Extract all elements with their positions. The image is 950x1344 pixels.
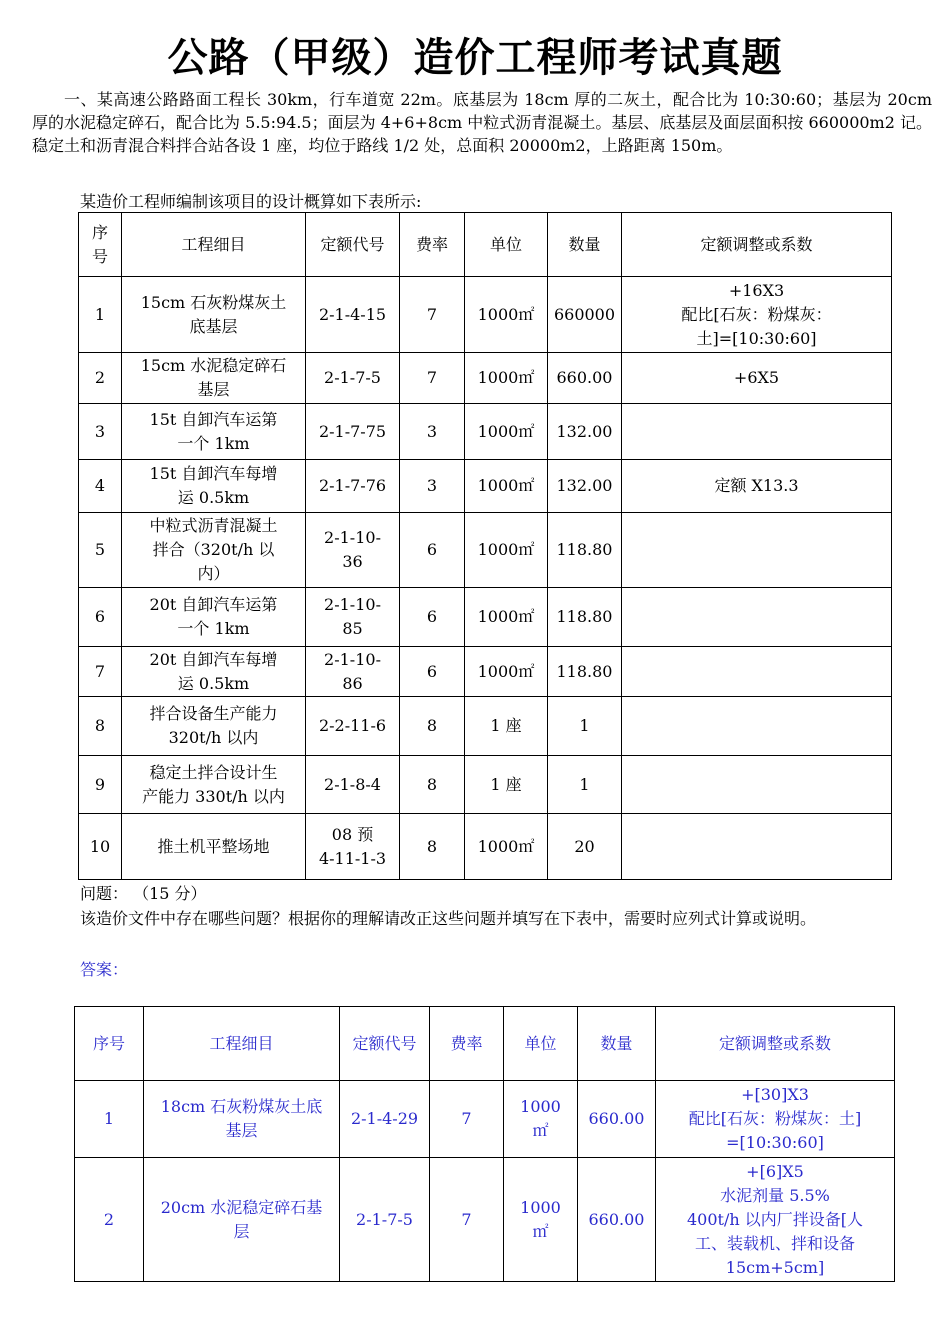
cell-unit: 1000 ㎡ — [504, 1081, 578, 1158]
cell-row-number: 2 — [75, 1158, 144, 1282]
cell-unit: 1000㎡ — [465, 588, 548, 647]
estimate-table — [78, 212, 892, 880]
cell-row-number: 6 — [79, 588, 122, 647]
intro-paragraph: 一、某高速公路路面工程长 30km，行车道宽 22m。底基层为 18cm 厚的二灰土，配合比为 10:30:60；基层为 20cm 厚的水泥稳定碎石，配合比为 5.5:94.5；面层为 4+6+8cm 中粒式沥青混凝土。基层、底基层及面层面积按 660000m2 记。稳定土和沥青混合料拌合站各设 1 座，均位于路线 1/2 处，总面积 20000m2，上路距离 150m。 — [32, 90, 932, 155]
cell-quantity: 132.00 — [548, 460, 622, 513]
cell-adjustment — [622, 756, 892, 814]
cell-adjustment — [622, 588, 892, 647]
table-row — [79, 277, 892, 353]
header-fee-rate: 费率 — [400, 213, 465, 277]
cell-fee-rate: 7 — [430, 1158, 504, 1282]
cell-quota-code: 2-1-7-75 — [306, 404, 400, 460]
cell-quantity: 660.00 — [578, 1081, 656, 1158]
header-item-name: 工程细目 — [144, 1007, 340, 1081]
cell-item-name: 15t 自卸汽车每增 运 0.5km — [122, 460, 306, 513]
cell-row-number: 7 — [79, 647, 122, 697]
cell-unit: 1 座 — [465, 697, 548, 756]
cell-unit: 1000㎡ — [465, 513, 548, 588]
answer-table — [74, 1006, 895, 1282]
cell-item-name: 15cm 石灰粉煤灰土 底基层 — [122, 277, 306, 353]
cell-fee-rate: 3 — [400, 404, 465, 460]
cell-quota-code: 2-1-10- 85 — [306, 588, 400, 647]
cell-adjustment: +16X3 配比[石灰：粉煤灰： 土]=[10:30:60] — [622, 277, 892, 353]
cell-row-number: 10 — [79, 814, 122, 880]
cell-fee-rate: 7 — [430, 1081, 504, 1158]
cell-quota-code: 2-1-10- 36 — [306, 513, 400, 588]
cell-quantity: 118.80 — [548, 513, 622, 588]
cell-row-number: 2 — [79, 353, 122, 404]
cell-adjustment — [622, 647, 892, 697]
cell-quantity: 660.00 — [548, 353, 622, 404]
table-row — [79, 513, 892, 588]
cell-item-name: 18cm 石灰粉煤灰土底 基层 — [144, 1081, 340, 1158]
cell-adjustment — [622, 697, 892, 756]
header-quantity: 数量 — [578, 1007, 656, 1081]
cell-item-name: 15t 自卸汽车运第 一个 1km — [122, 404, 306, 460]
header-quantity: 数量 — [548, 213, 622, 277]
cell-fee-rate: 6 — [400, 647, 465, 697]
header-item-name: 工程细目 — [122, 213, 306, 277]
cell-row-number: 5 — [79, 513, 122, 588]
table-row — [79, 588, 892, 647]
cell-adjustment: +[6]X5 水泥剂量 5.5% 400t/h 以内厂拌设备[人 工、装载机、拌和设备 15cm+5cm] — [656, 1158, 895, 1282]
cell-adjustment — [622, 513, 892, 588]
cell-row-number: 8 — [79, 697, 122, 756]
cell-item-name: 稳定土拌合设计生 产能力 330t/h 以内 — [122, 756, 306, 814]
table-header-row — [79, 213, 892, 277]
answer-label: 答案： — [80, 960, 129, 979]
cell-quantity: 1 — [548, 756, 622, 814]
cell-quantity: 20 — [548, 814, 622, 880]
cell-quota-code: 2-1-7-76 — [306, 460, 400, 513]
header-row-number: 序 号 — [79, 213, 122, 277]
table-row — [79, 404, 892, 460]
table-row — [79, 460, 892, 513]
cell-fee-rate: 3 — [400, 460, 465, 513]
cell-quota-code: 2-2-11-6 — [306, 697, 400, 756]
cell-fee-rate: 7 — [400, 353, 465, 404]
cell-quota-code: 08 预 4-11-1-3 — [306, 814, 400, 880]
cell-quota-code: 2-1-8-4 — [306, 756, 400, 814]
header-quota-code: 定额代号 — [306, 213, 400, 277]
cell-adjustment: +6X5 — [622, 353, 892, 404]
cell-row-number: 1 — [79, 277, 122, 353]
cell-quantity: 132.00 — [548, 404, 622, 460]
cell-quantity: 660000 — [548, 277, 622, 353]
cell-row-number: 1 — [75, 1081, 144, 1158]
cell-adjustment — [622, 404, 892, 460]
cell-fee-rate: 8 — [400, 756, 465, 814]
cell-fee-rate: 6 — [400, 513, 465, 588]
cell-quantity: 118.80 — [548, 588, 622, 647]
cell-item-name: 20t 自卸汽车运第 一个 1km — [122, 588, 306, 647]
cell-unit: 1000㎡ — [465, 647, 548, 697]
cell-item-name: 推土机平整场地 — [122, 814, 306, 880]
intro-paragraph-2: 某造价工程师编制该项目的设计概算如下表所示: — [80, 192, 422, 211]
table-row — [79, 647, 892, 697]
table-row — [75, 1081, 895, 1158]
cell-quota-code: 2-1-7-5 — [306, 353, 400, 404]
cell-unit: 1000㎡ — [465, 353, 548, 404]
cell-unit: 1000 ㎡ — [504, 1158, 578, 1282]
cell-unit: 1000㎡ — [465, 277, 548, 353]
cell-row-number: 9 — [79, 756, 122, 814]
cell-quota-code: 2-1-7-5 — [340, 1158, 430, 1282]
header-row-number: 序号 — [75, 1007, 144, 1081]
cell-quantity: 118.80 — [548, 647, 622, 697]
cell-item-name: 拌合设备生产能力 320t/h 以内 — [122, 697, 306, 756]
page-title: 公路（甲级）造价工程师考试真题 — [167, 35, 783, 81]
header-adjustment: 定额调整或系数 — [622, 213, 892, 277]
table-row — [75, 1158, 895, 1282]
question-text: 该造价文件中存在哪些问题？根据你的理解请改正这些问题并填写在下表中，需要时应列式计算或说明。 — [80, 909, 817, 928]
table-row — [79, 814, 892, 880]
cell-quota-code: 2-1-4-15 — [306, 277, 400, 353]
cell-item-name: 中粒式沥青混凝土 拌合（320t/h 以 内） — [122, 513, 306, 588]
cell-quota-code: 2-1-10- 86 — [306, 647, 400, 697]
cell-unit: 1000㎡ — [465, 404, 548, 460]
cell-quantity: 660.00 — [578, 1158, 656, 1282]
cell-fee-rate: 6 — [400, 588, 465, 647]
cell-unit: 1000㎡ — [465, 814, 548, 880]
cell-adjustment: 定额 X13.3 — [622, 460, 892, 513]
cell-item-name: 20t 自卸汽车每增 运 0.5km — [122, 647, 306, 697]
cell-quota-code: 2-1-4-29 — [340, 1081, 430, 1158]
header-adjustment: 定额调整或系数 — [656, 1007, 895, 1081]
table-row — [79, 756, 892, 814]
question-label: 问题： （15 分） — [80, 884, 207, 903]
cell-unit: 1000㎡ — [465, 460, 548, 513]
cell-row-number: 4 — [79, 460, 122, 513]
cell-adjustment — [622, 814, 892, 880]
table-row — [79, 353, 892, 404]
cell-unit: 1 座 — [465, 756, 548, 814]
header-unit: 单位 — [504, 1007, 578, 1081]
cell-item-name: 20cm 水泥稳定碎石基 层 — [144, 1158, 340, 1282]
header-quota-code: 定额代号 — [340, 1007, 430, 1081]
header-fee-rate: 费率 — [430, 1007, 504, 1081]
cell-fee-rate: 8 — [400, 697, 465, 756]
cell-adjustment: +[30]X3 配比[石灰：粉煤灰：土] =[10:30:60] — [656, 1081, 895, 1158]
table-row — [79, 697, 892, 756]
cell-item-name: 15cm 水泥稳定碎石 基层 — [122, 353, 306, 404]
table-header-row — [75, 1007, 895, 1081]
cell-quantity: 1 — [548, 697, 622, 756]
header-unit: 单位 — [465, 213, 548, 277]
cell-fee-rate: 8 — [400, 814, 465, 880]
cell-fee-rate: 7 — [400, 277, 465, 353]
cell-row-number: 3 — [79, 404, 122, 460]
